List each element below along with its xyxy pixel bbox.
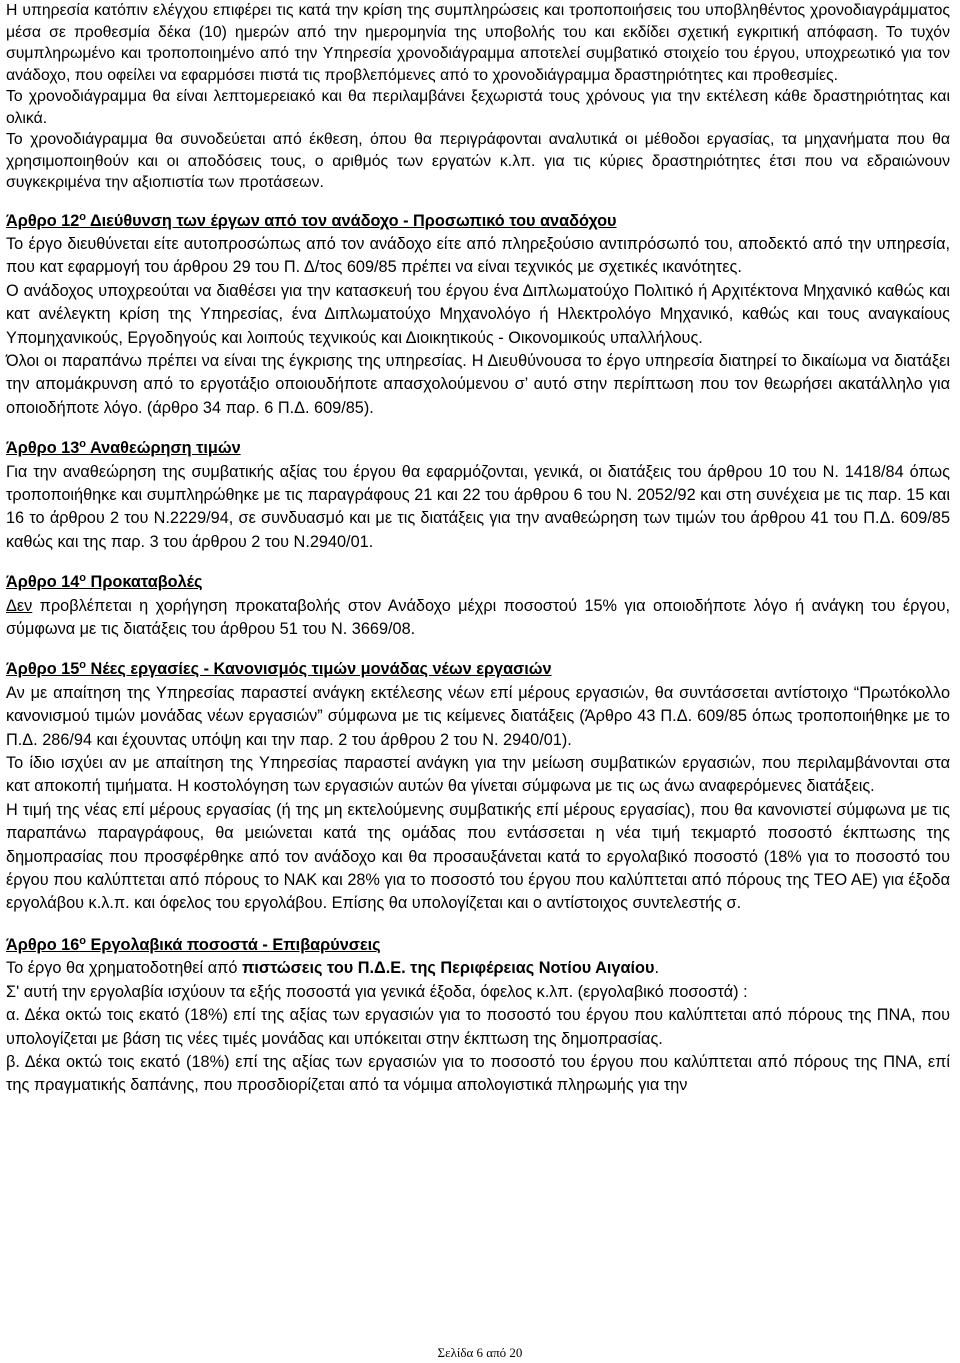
intro-paragraph-1: Η υπηρεσία κατόπιν ελέγχου επιφέρει τις κατά την κρίση της συμπληρώσεις και τροποποιήσεις του υποβληθέντος χρονοδιαγράμματος μέσα σε προθεσμία δέκα (10) ημερών από την ημερομηνία της υποβολής του και εκδίδει σχετική εγκριτική απόφαση. Το τυχόν συμπληρωμένο και τροποποιημένο από την Υπηρεσία χρονοδιάγραμμα αποτελεί συμβατικό στοιχείο του έργου, υποχρεωτικό για τον ανάδοχο, που οφείλει να εφαρμόσει πιστά τις προβλεπόμενες από το χρονοδιάγραμμα δραστηριότητες και προθεσμίες.	[6, 2, 950, 84]
intro-section	[6, 0, 950, 194]
article-12-heading-sup: ο	[79, 210, 87, 223]
article-13-heading-text: Αναθεώρηση τιμών	[86, 439, 241, 458]
article-15-section	[6, 658, 950, 915]
intro-paragraph-2: Το χρονοδιάγραμμα θα είναι λεπτομερειακό και θα περιλαμβάνει ξεχωριστά τους χρόνους για την εκτέλεση κάθε δραστηριότητας και ολικά.	[6, 88, 950, 127]
article-12-heading-text: Διεύθυνση των έργων από τον ανάδοχο - Προσωπικό του αναδόχου	[86, 211, 617, 230]
article-16-paragraph-1	[6, 957, 950, 980]
article-13-heading-number: Άρθρο 13	[6, 439, 80, 458]
article-15-heading	[6, 658, 950, 681]
article-16-heading-sup: ο	[79, 934, 87, 947]
article-16-funding-source: πιστώσεις του Π.Δ.Ε. της Περιφέρειας Νοτίου Αιγαίου	[241, 959, 655, 978]
article-16-heading	[6, 934, 950, 957]
article-12-heading-number: Άρθρο 12	[6, 211, 80, 230]
article-15-heading-sup: ο	[79, 659, 87, 672]
article-16-heading-number: Άρθρο 16	[6, 935, 80, 954]
article-12-paragraph-3: Όλοι οι παραπάνω πρέπει να είναι της έγκρισης της υπηρεσίας. Η Διευθύνουσα το έργο υπηρεσία διατηρεί το δικαίωμα να διατάξει την απομάκρυνση από το εργοτάξιο οποιουδήποτε απασχολούμενου σ’ αυτό στην περίπτωση που τον θεωρήσει ακατάλληλο για οποιοδήποτε λόγο. (άρθρο 34 παρ. 6 Π.Δ. 609/85).	[6, 351, 950, 417]
article-13-paragraph-1: Για την αναθεώρηση της συμβατικής αξίας του έργου θα εφαρμόζονται, γενικά, οι διατάξεις του άρθρου 10 του Ν. 1418/84 όπως τροποποιήθηκε και συμπληρώθηκε με τις παραγράφους 21 και 22 του άρθρου 6 του Ν. 2052/92 και στη συνέχεια με τις παρ. 15 και 16 το άρθρου 2 του Ν.2229/94, σε συνδυασμό και με τις διατάξεις για την αναθεώρηση των τιμών του άρθρου 41 του Π.Δ. 609/85 καθώς και της παρ. 3 του άρθρου 2 του Ν.2940/01.	[6, 462, 950, 551]
article-16-paragraph-2: Σ' αυτή την εργολαβία ισχύουν τα εξής ποσοστά για γενικά έξοδα, όφελος κ.λπ. (εργολαβικό ποσοστά) :	[6, 982, 748, 1001]
article-14-lead-word: Δεν	[6, 596, 33, 615]
article-13-heading-sup: ο	[79, 438, 87, 451]
article-12-section	[6, 210, 950, 421]
article-16-paragraph-1-end: .	[654, 959, 659, 978]
article-16-paragraph-3: α. Δέκα οκτώ τοις εκατό (18%) επί της αξίας των εργασιών για το ποσοστό του έργου που καλύπτεται από πόρους της ΠΝΑ, που υπολογίζεται με βάση τις νέες τιμές μονάδας και υπόκειται στην έκπτωση της δημοπρασίας.	[6, 1006, 950, 1048]
article-16-paragraph-4: β. Δέκα οκτώ τοις εκατό (18%) επί της αξίας των εργασιών για το ποσοστό του έργου που καλύπτεται από πόρους της ΠΝΑ, επί της πραγματικής δαπάνης, που προσδιορίζεται από τα νόμιμα απολογιστικά πληρωμής για την	[6, 1052, 950, 1095]
article-14-paragraph-text: προβλέπεται η χορήγηση προκαταβολής στον Ανάδοχο μέχρι ποσοστού 15% για οποιοδήποτε λόγο ή ανάγκη του έργου, σύμφωνα με τις διατάξεις του άρθρου 51 του Ν. 3669/08.	[6, 596, 950, 638]
article-14-section	[6, 571, 950, 641]
article-15-paragraph-1: Αν με απαίτηση της Υπηρεσίας παραστεί ανάγκη εκτέλεσης νέων επί μέρους εργασιών, θα συντάσσεται αντίστοιχο “Πρωτόκολλο κανονισμού τιμών μονάδας νέων εργασιών” σύμφωνα με τις κείμενες διατάξεις (Άρθρο 43 Π.Δ. 609/85 όπως τροποποιήθηκε με το Π.Δ. 286/94 και έχουντας υπόψη και την παρ. 2 του άρθρου 2 του Ν. 2940/01).	[6, 683, 950, 749]
article-16-heading-text: Εργολαβικά ποσοστά - Επιβαρύνσεις	[86, 935, 381, 954]
article-15-heading-text: Νέες εργασίες - Κανονισμός τιμών μονάδας νέων εργασιών	[86, 660, 552, 679]
article-12-heading	[6, 210, 950, 233]
article-12-paragraph-2: Ο ανάδοχος υποχρεούται να διαθέσει για την κατασκευή του έργου ένα Διπλωματούχο Πολιτικό ή Αρχιτέκτονα Μηχανικό καθώς και κατ ανέλεγκτη κρίση της Υπηρεσίας, ένα Διπλωματούχο Μηχανολόγο ή Ηλεκτρολόγο Μηχανικό, καθώς και τους αναγκαίους Υπομηχανικούς, Εργοδηγούς και λοιπούς τεχνικούς και Διοικητικούς - Οικονομικούς υπαλλήλους.	[6, 281, 950, 347]
article-13-section	[6, 437, 950, 554]
article-14-heading-text: Προκαταβολές	[86, 573, 203, 592]
article-16-section	[6, 934, 950, 1098]
page-number-footer: Σελίδα 6 από 20	[437, 1345, 523, 1360]
article-16-paragraph-1-text: Το έργο θα χρηματοδοτηθεί από	[6, 959, 242, 978]
article-14-heading-number: Άρθρο 14	[6, 573, 80, 592]
intro-paragraph-3: Το χρονοδιάγραμμα θα συνοδεύεται από έκθεση, όπου θα περιγράφονται αναλυτικά οι μέθοδοι εργασίας, τα μηχανήματα που θα χρησιμοποιηθούν και οι αποδόσεις τους, ο αριθμός των εργατών κ.λπ. για τις κύριες δραστηριότητες έτσι που να εδραιώνουν συγκεκριμένα την αξιοπιστία των προτάσεων.	[6, 131, 950, 191]
article-15-paragraph-2: Το ίδιο ισχύει αν με απαίτηση της Υπηρεσίας παραστεί ανάγκη για την μείωση συμβατικών εργασιών, που περιλαμβάνονται στα κατ αποκοπή τιμήματα. Η κοστολόγηση των εργασιών αυτών θα γίνεται σύμφωνα με τις ως άνω αναφερόμενες διατάξεις.	[6, 754, 950, 796]
article-14-heading-sup: ο	[79, 572, 87, 585]
article-12-paragraph-1: Το έργο διευθύνεται είτε αυτοπροσώπως από τον ανάδοχο είτε από πληρεξούσιο αντιπρόσωπό του, αποδεκτό από την υπηρεσία, που κατ εφαρμογή του άρθρου 29 του Π. Δ/τος 609/85 πρέπει να είναι τεχνικός με σχετικές ικανότητες.	[6, 234, 950, 277]
article-13-heading	[6, 437, 950, 460]
article-15-heading-number: Άρθρο 15	[6, 660, 80, 679]
article-14-paragraph-1	[6, 595, 950, 642]
article-14-heading	[6, 571, 950, 594]
article-15-paragraph-3: Η τιμή της νέας επί μέρους εργασίας (ή της μη εκτελούμενης συμβατικής επί μέρους εργασίας), που θα κανονιστεί σύμφωνα με τις παραπάνω παραγράφους, θα μειώνεται κατά της ομάδας που εντάσσεται η νέα τιμή τεκμαρτό ποσοστό έκπτωσης της δημοπρασίας που προσφέρθηκε από τον ανάδοχο και θα προσαυξάνεται κατά το εργολαβικό ποσοστό (18% για το ποσοστό του έργου που καλύπτεται από πόρους το ΝΑΚ και 28% για το ποσοστό του έργου που καλύπτεται από πόρους της ΤΕΟ ΑΕ) για έξοδα εργολάβου κ.λ.π. και όφελος του εργολάβου. Επίσης θα υπολογίζεται και ο αντίστοιχος συντελεστής σ.	[6, 800, 950, 913]
